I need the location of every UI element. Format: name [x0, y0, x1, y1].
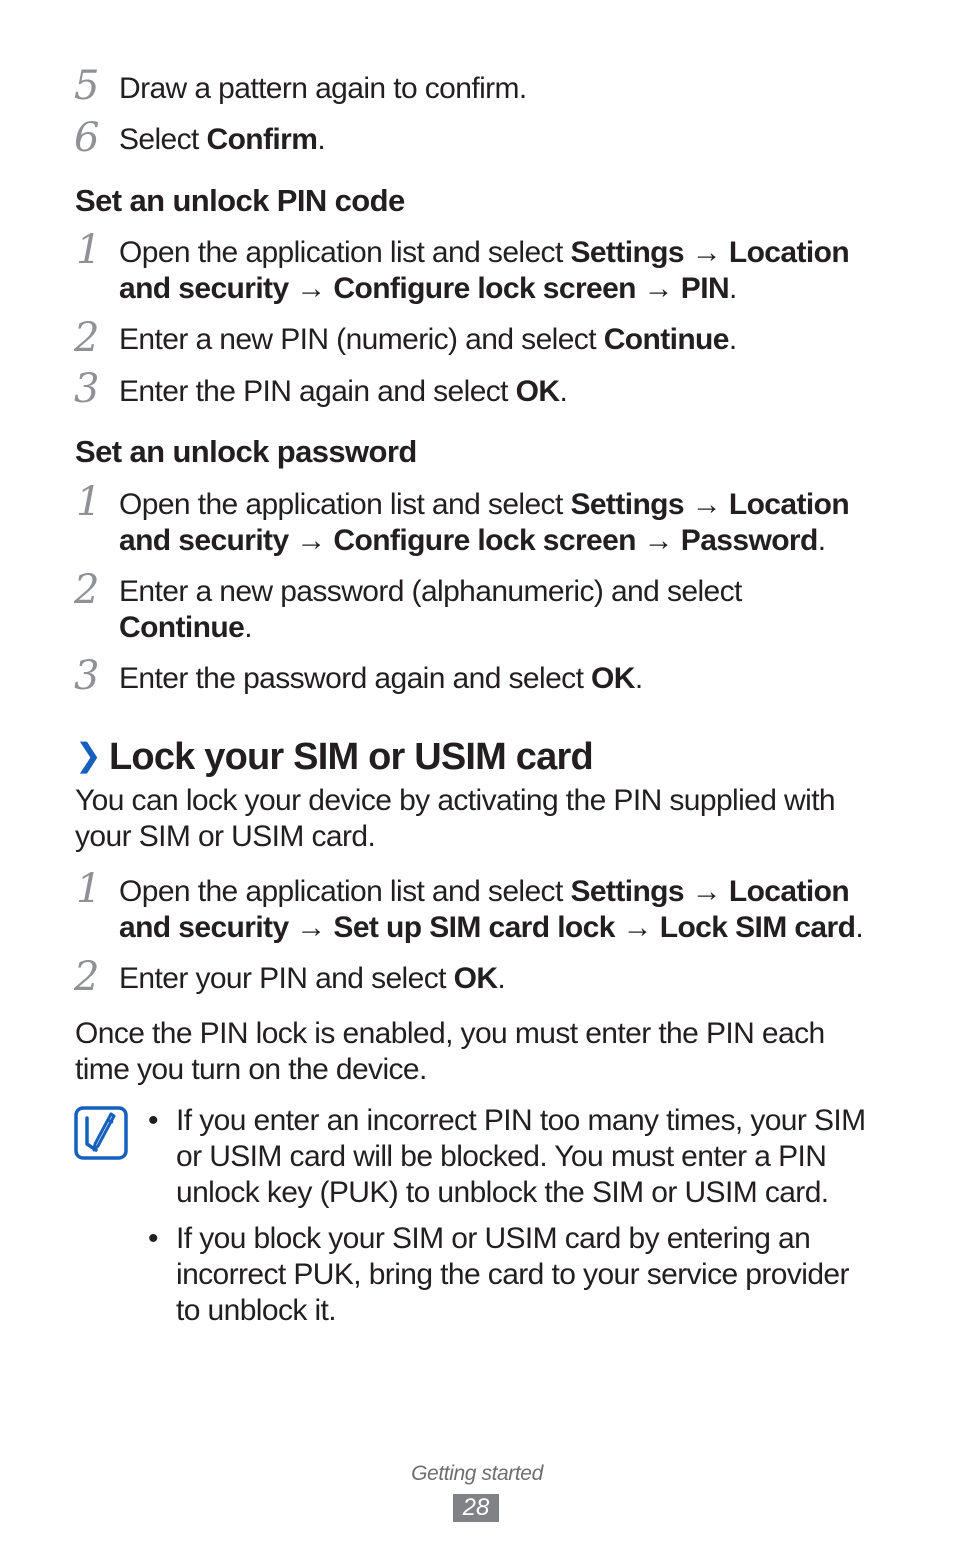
step-number: 1 [76, 866, 102, 912]
step-text: Select Confirm. [119, 123, 326, 156]
step-text: Open the application list and select Settings → Location and security → Set up SIM card lock → Lock SIM card. [119, 875, 864, 944]
sim-intro-paragraph: You can lock your device by activating the PIN supplied with your SIM or USIM card. [75, 784, 836, 853]
step-number: 2 [74, 954, 100, 1000]
chevron-right-icon: ❯ [75, 737, 102, 773]
step-number: 6 [74, 115, 100, 161]
step-number: 3 [74, 653, 100, 699]
step-text: Enter a new password (alphanumeric) and select Continue. [119, 575, 742, 644]
step-number: 5 [74, 63, 100, 109]
step-number: 2 [74, 567, 100, 613]
footer-section-label: Getting started [411, 1462, 543, 1485]
section-heading-sim: ❯ Lock your SIM or USIM card [75, 735, 593, 780]
step-text: Enter the password again and select OK. [119, 662, 643, 695]
page-number: 28 [453, 1494, 499, 1522]
step-number: 3 [74, 366, 100, 412]
note-item: If you enter an incorrect PIN too many times, your SIM or USIM card will be blocked. You must enter a PIN unlock key (PUK) to unblock the SIM or USIM card. [176, 1104, 866, 1209]
section-heading-password: Set an unlock password [75, 434, 417, 469]
bullet-icon: • [148, 1104, 159, 1137]
sim-outro-paragraph: Once the PIN lock is enabled, you must enter the PIN each time you turn on the device. [75, 1017, 825, 1086]
step-text: Open the application list and select Settings → Location and security → Configure lock screen → Password. [119, 488, 850, 557]
step-number: 2 [74, 315, 100, 361]
step-text: Enter a new PIN (numeric) and select Continue. [119, 323, 737, 356]
step-number: 1 [76, 227, 102, 273]
step-text: Enter your PIN and select OK. [119, 962, 506, 995]
bullet-icon: • [148, 1222, 159, 1255]
step-number: 1 [76, 479, 102, 525]
note-pencil-icon [74, 1106, 128, 1160]
section-heading-pin: Set an unlock PIN code [75, 183, 405, 218]
step-text: Draw a pattern again to confirm. [119, 72, 527, 105]
note-item: If you block your SIM or USIM card by entering an incorrect PUK, bring the card to your service provider to unblock it. [176, 1222, 849, 1327]
step-text: Enter the PIN again and select OK. [119, 375, 568, 408]
step-text: Open the application list and select Settings → Location and security → Configure lock screen → PIN. [119, 236, 850, 305]
